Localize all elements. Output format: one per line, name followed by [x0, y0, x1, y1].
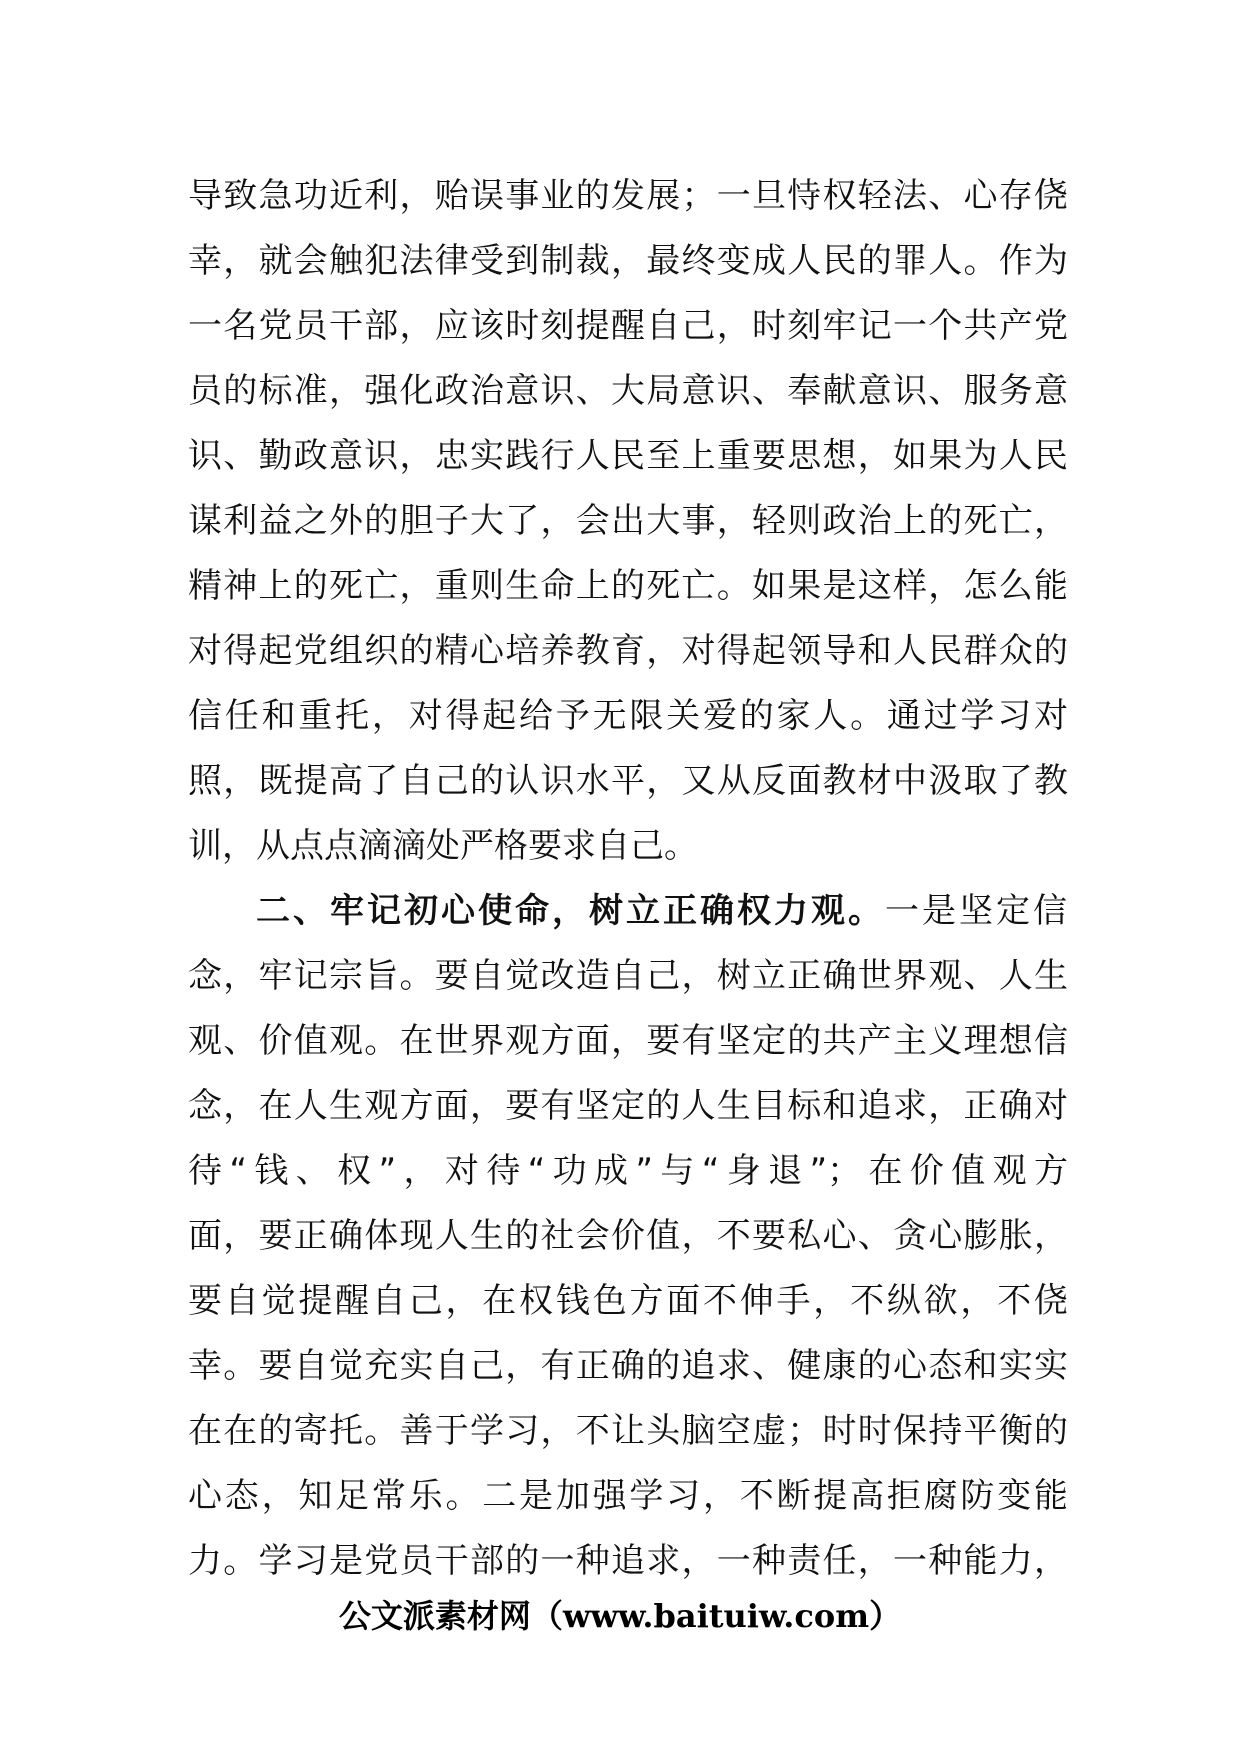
text-line: 谋利益之外的胆子大了，会出大事，轻则政治上的死亡，: [188, 501, 1068, 541]
paragraph-2-first-line: [188, 879, 1068, 944]
text-line: 对得起党组织的精心培养教育，对得起领导和人民群众的: [188, 631, 1068, 671]
text-line: 念，在人生观方面，要有坚定的人生目标和追求，正确对: [188, 1086, 1068, 1126]
footer-watermark: 公文派素材网（www.baituiw.com）: [338, 1597, 902, 1635]
paragraph-1: [188, 164, 1068, 879]
text-line: 要自觉提醒自己，在权钱色方面不伸手，不纵欲，不侥: [188, 1281, 1068, 1321]
text-line: 待“钱、权”，对待“功成”与“身退”；在价值观方: [188, 1151, 1068, 1191]
text-line: 力。学习是党员干部的一种追求，一种责任，一种能力，: [188, 1541, 1068, 1581]
text-line: 精神上的死亡，重则生命上的死亡。如果是这样，怎么能: [188, 566, 1068, 606]
text-line: 念，牢记宗旨。要自觉改造自己，树立正确世界观、人生: [188, 956, 1068, 996]
text-line: 幸。要自觉充实自己，有正确的追求、健康的心态和实实: [188, 1346, 1068, 1386]
text-line: 观、价值观。在世界观方面，要有坚定的共产主义理想信: [188, 1021, 1068, 1061]
text-line: 信任和重托，对得起给予无限关爱的家人。通过学习对: [188, 696, 1068, 736]
text-line: 面，要正确体现人生的社会价值，不要私心、贪心膨胀，: [188, 1216, 1068, 1256]
paragraph-2: [188, 944, 1068, 1594]
text-line: 员的标准，强化政治意识、大局意识、奉献意识、服务意: [188, 371, 1068, 411]
text-line: 识、勤政意识，忠实践行人民至上重要思想，如果为人民: [188, 436, 1068, 476]
text-line: 导致急功近利，贻误事业的发展；一旦恃权轻法、心存侥: [188, 176, 1068, 216]
text-line: 幸，就会触犯法律受到制裁，最终变成人民的罪人。作为: [188, 241, 1068, 281]
document-body: [188, 164, 1068, 1594]
text-line: 在在的寄托。善于学习，不让头脑空虚；时时保持平衡的: [188, 1411, 1068, 1451]
section-heading-continuation: 一是坚定信: [885, 891, 1068, 931]
text-line: 训，从点点滴滴处严格要求自己。: [188, 826, 698, 866]
text-line: 心态，知足常乐。二是加强学习，不断提高拒腐防变能: [188, 1476, 1068, 1516]
text-line: 一名党员干部，应该时刻提醒自己，时刻牢记一个共产党: [188, 306, 1068, 346]
section-heading: 二、牢记初心使命，树立正确权力观。: [256, 891, 885, 931]
text-line: 照，既提高了自己的认识水平，又从反面教材中汲取了教: [188, 761, 1068, 801]
